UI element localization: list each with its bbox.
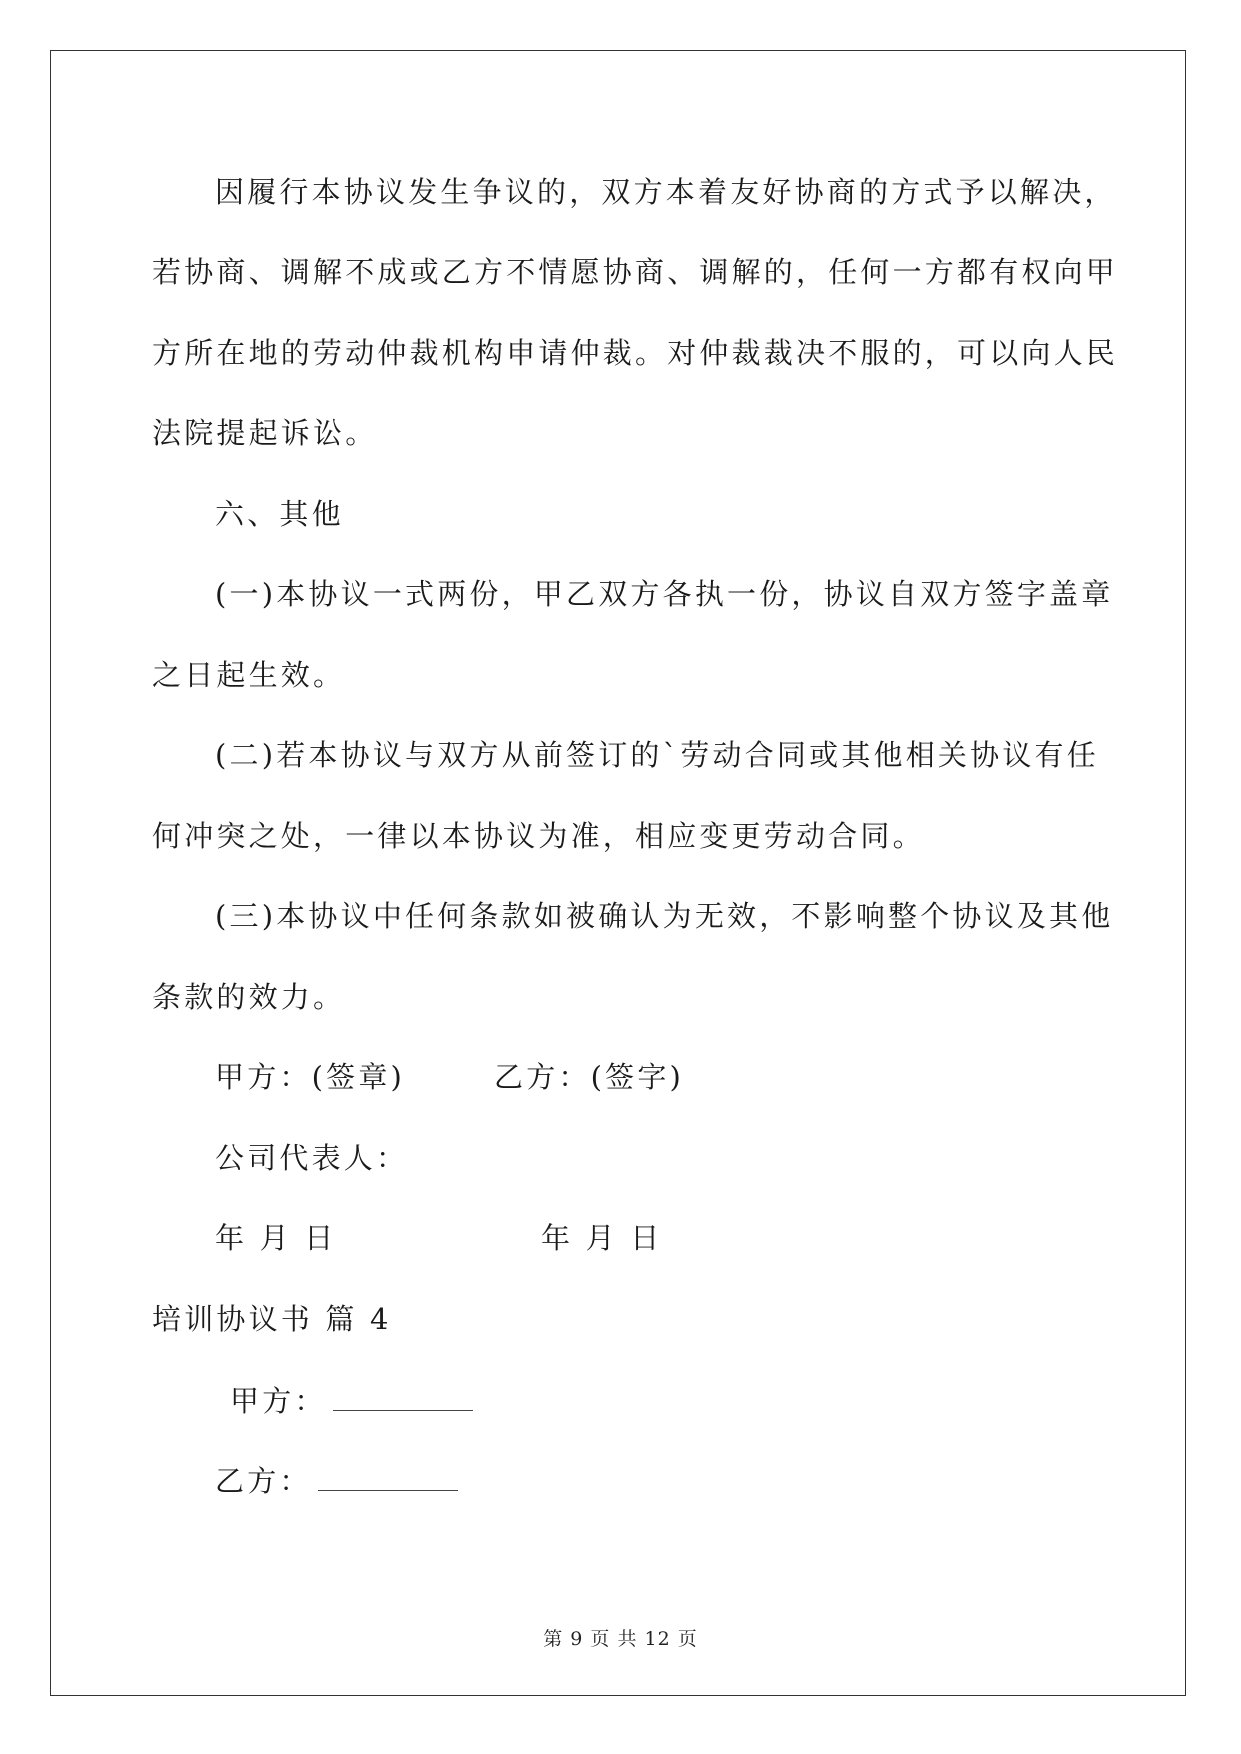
company-representative: 公司代表人： (215, 1141, 409, 1175)
party-b-signature: 乙方：(签字) (494, 1060, 685, 1094)
date-a: 年 月 日 (215, 1221, 337, 1255)
party-b-blank[interactable] (318, 1466, 458, 1491)
section-heading: 六、其他 (215, 497, 344, 531)
date-b: 年 月 日 (541, 1221, 663, 1255)
paragraph-line: 条款的效力。 (152, 980, 346, 1014)
party-b-field (215, 1466, 458, 1496)
paragraph-line: 何冲突之处，一律以本协议为准，相应变更劳动合同。 (152, 819, 925, 853)
paragraph-line: 方所在地的劳动仲裁机构申请仲裁。对仲裁裁决不服的，可以向人民 (152, 336, 1119, 370)
paragraph-line: (一)本协议一式两份，甲乙双方各执一份，协议自双方签字盖章 (215, 577, 1114, 611)
paragraph-line: 法院提起诉讼。 (152, 416, 378, 450)
party-a-signature: 甲方：(签章) (215, 1060, 406, 1094)
party-a-field (230, 1386, 473, 1416)
paragraph-line: (三)本协议中任何条款如被确认为无效，不影响整个协议及其他 (215, 899, 1114, 933)
paragraph-line: (二)若本协议与双方从前签订的`劳动合同或其他相关协议有任 (215, 738, 1099, 772)
party-a-blank[interactable] (333, 1386, 473, 1411)
section-title: 培训协议书 篇 4 (152, 1302, 392, 1336)
paragraph-line: 因履行本协议发生争议的，双方本着友好协商的方式予以解决， (215, 175, 1117, 209)
paragraph-line: 若协商、调解不成或乙方不情愿协商、调解的，任何一方都有权向甲 (152, 255, 1119, 289)
page-number: 第 9 页 共 12 页 (543, 1628, 698, 1650)
page-border (50, 50, 1186, 1696)
paragraph-line: 之日起生效。 (152, 658, 346, 692)
party-a-label: 甲方： (230, 1384, 327, 1418)
party-b-label: 乙方： (215, 1464, 312, 1498)
